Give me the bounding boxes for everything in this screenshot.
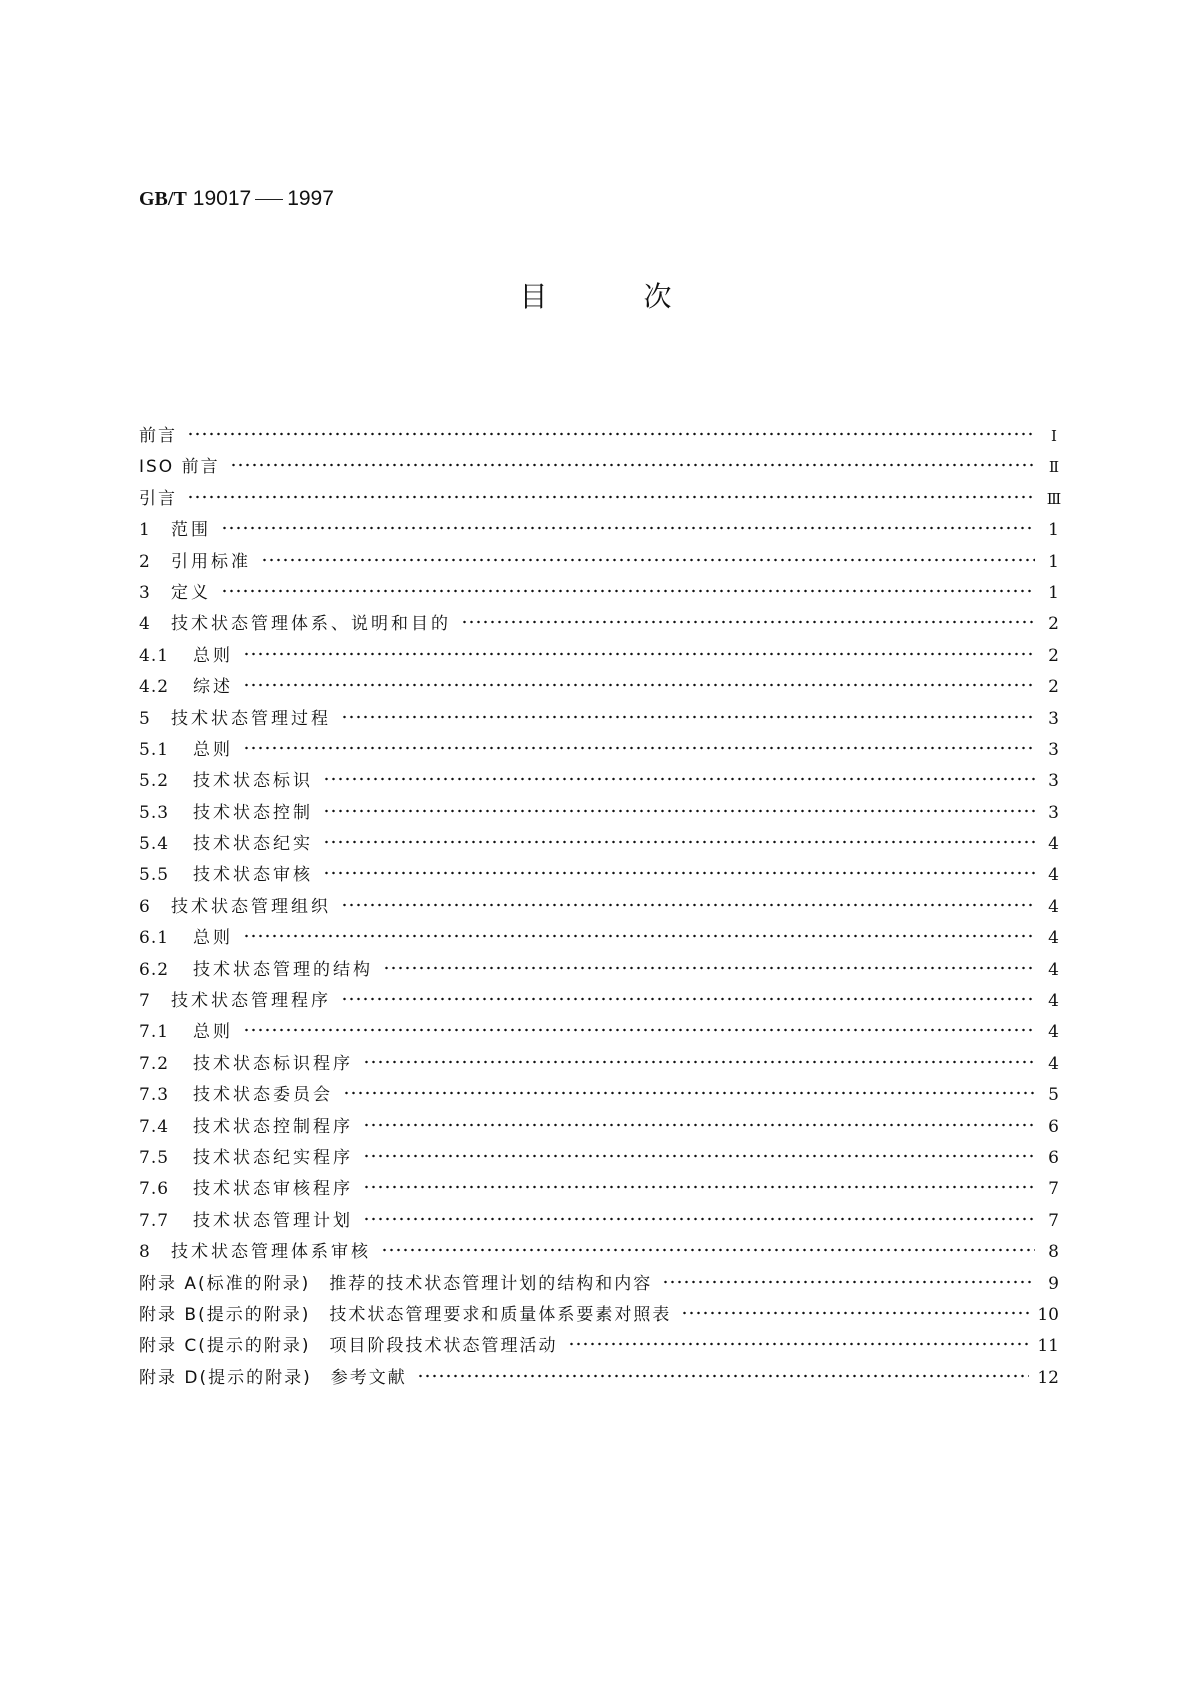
toc-entry[interactable] — [139, 1174, 1059, 1205]
dot-leader — [341, 903, 1035, 907]
toc-entry-label: 技术状态管理体系审核 — [171, 1242, 371, 1263]
toc-entry-number: 5.2 — [139, 771, 170, 792]
toc-entry-label: 技术状态管理体系、说明和目的 — [171, 614, 451, 635]
toc-entry-label: 技术状态审核程序 — [193, 1179, 353, 1200]
toc-entry-page: 3 — [1048, 771, 1059, 792]
dot-leader — [363, 1123, 1035, 1127]
dot-leader — [341, 715, 1035, 719]
toc-entry-page: 2 — [1048, 614, 1059, 635]
toc-entry-page: 1 — [1048, 582, 1059, 603]
toc-entry-page: 4 — [1048, 865, 1059, 886]
toc-entry-page: 1 — [1048, 551, 1059, 572]
toc-entry[interactable] — [139, 1331, 1059, 1362]
toc-entry[interactable] — [139, 484, 1062, 515]
toc-entry-number: 7.7 — [139, 1210, 170, 1231]
toc-entry-label: 技术状态管理的结构 — [193, 959, 373, 980]
dot-leader — [681, 1311, 1029, 1315]
toc-entry-page: 6 — [1048, 1116, 1059, 1137]
toc-entry-label: 引用标准 — [171, 551, 251, 572]
dot-leader — [363, 1185, 1035, 1189]
toc-entry-page: Ⅱ — [1048, 458, 1060, 477]
toc-entry-number: 6.2 — [139, 959, 170, 980]
toc-entry-page: 8 — [1048, 1242, 1059, 1263]
toc-entry-number: 2 — [139, 551, 151, 572]
toc-entry-page: 6 — [1048, 1147, 1059, 1168]
toc-entry-number: 7.6 — [139, 1179, 170, 1200]
standard-code-dash — [255, 199, 283, 200]
toc-entry[interactable] — [139, 547, 1059, 578]
standard-code-year: 1997 — [287, 187, 334, 210]
toc-entry-page: 3 — [1048, 739, 1059, 760]
toc-entry-number: 5.5 — [139, 865, 170, 886]
toc-entry[interactable] — [139, 1363, 1059, 1394]
dot-leader — [187, 495, 1035, 499]
toc-entry-number: 5.4 — [139, 834, 170, 855]
dot-leader — [568, 1342, 1030, 1346]
toc-entry-number: 7.4 — [139, 1116, 170, 1137]
toc-entry[interactable] — [139, 1049, 1059, 1080]
toc-entry-number: 6 — [139, 896, 151, 917]
toc-entry-label: 技术状态纪实程序 — [193, 1147, 353, 1168]
toc-entry-label: 附录 A(标准的附录) 推荐的技术状态管理计划的结构和内容 — [139, 1273, 653, 1294]
toc-entry-number: 3 — [139, 582, 151, 603]
dot-leader — [363, 1217, 1035, 1221]
toc-entry-page: Ⅲ — [1046, 489, 1062, 508]
standard-code — [139, 186, 334, 211]
dot-leader — [187, 432, 1035, 436]
toc-entry-number: 7.2 — [139, 1053, 170, 1074]
dot-leader — [323, 809, 1035, 813]
dot-leader — [323, 840, 1035, 844]
toc-entry-page: 11 — [1037, 1336, 1059, 1357]
toc-entry-label: 技术状态标识 — [193, 771, 313, 792]
toc-entry-number: 8 — [139, 1242, 151, 1263]
toc-entry-label: 引言 — [139, 488, 177, 509]
toc-entry-page: 4 — [1048, 1022, 1059, 1043]
table-of-contents — [139, 421, 1062, 1394]
toc-entry-number: 7.1 — [139, 1022, 170, 1043]
toc-entry-number: 4.2 — [139, 677, 170, 698]
toc-entry-page: 2 — [1048, 645, 1059, 666]
toc-entry[interactable] — [139, 1206, 1059, 1237]
page-title: 目次 — [519, 280, 768, 313]
toc-entry-page: 4 — [1048, 834, 1059, 855]
toc-entry-number: 7.3 — [139, 1085, 170, 1106]
toc-entry[interactable] — [139, 829, 1059, 860]
toc-entry-label: 技术状态标识程序 — [193, 1053, 353, 1074]
toc-entry-page: 3 — [1048, 802, 1059, 823]
toc-entry-label: 总则 — [193, 928, 233, 949]
toc-entry-label: 技术状态管理组织 — [171, 896, 331, 917]
toc-entry-number: 7.5 — [139, 1147, 170, 1168]
toc-entry-label: 总则 — [193, 645, 233, 666]
toc-entry-number: 5.1 — [139, 739, 170, 760]
toc-entry[interactable] — [139, 1143, 1059, 1174]
toc-entry-page: 10 — [1037, 1304, 1059, 1325]
toc-entry[interactable] — [139, 1300, 1059, 1331]
toc-entry-label: 技术状态纪实 — [193, 834, 313, 855]
toc-entry-page: 2 — [1048, 677, 1059, 698]
toc-entry-number: 4 — [139, 614, 151, 635]
dot-leader — [461, 620, 1035, 624]
toc-entry-page: 7 — [1048, 1210, 1059, 1231]
toc-entry-page: 3 — [1048, 708, 1059, 729]
toc-entry[interactable] — [139, 578, 1059, 609]
toc-entry[interactable] — [139, 421, 1059, 452]
dot-leader — [230, 463, 1035, 467]
toc-entry[interactable] — [139, 766, 1059, 797]
toc-entry-label: 范围 — [171, 520, 211, 541]
dot-leader — [243, 746, 1035, 750]
dot-leader — [363, 1060, 1035, 1064]
toc-entry-label: 技术状态管理程序 — [171, 991, 331, 1012]
toc-entry[interactable] — [139, 672, 1059, 703]
dot-leader — [243, 652, 1035, 656]
dot-leader — [243, 1028, 1035, 1032]
toc-entry-label: 附录 D(提示的附录) 参考文献 — [139, 1367, 407, 1388]
toc-entry-number: 6.1 — [139, 928, 170, 949]
dot-leader — [662, 1280, 1035, 1284]
toc-entry-number: 7 — [139, 991, 151, 1012]
toc-entry-page: 4 — [1048, 991, 1059, 1012]
toc-entry-label: 定义 — [171, 582, 211, 603]
toc-entry[interactable] — [139, 641, 1059, 672]
toc-entry-label: 前言 — [139, 426, 177, 446]
toc-entry-label: 技术状态管理计划 — [193, 1210, 353, 1231]
toc-entry-page: 9 — [1048, 1273, 1059, 1294]
toc-entry-label: 附录 B(提示的附录) 技术状态管理要求和质量体系要素对照表 — [139, 1304, 672, 1325]
toc-entry-page: 4 — [1048, 959, 1059, 980]
toc-entry[interactable] — [139, 452, 1059, 483]
toc-entry[interactable] — [139, 1112, 1059, 1143]
toc-entry-page: Ⅰ — [1051, 427, 1057, 445]
toc-entry[interactable] — [139, 986, 1059, 1017]
dot-leader — [221, 589, 1035, 593]
toc-entry-label: 技术状态审核 — [193, 865, 313, 886]
toc-entry-label: 技术状态控制 — [193, 802, 313, 823]
toc-entry-number: 1 — [139, 520, 151, 541]
toc-entry[interactable] — [139, 1080, 1059, 1111]
standard-code-number: 19017 — [192, 187, 252, 210]
toc-entry[interactable] — [139, 704, 1059, 735]
toc-entry-page: 12 — [1037, 1367, 1059, 1388]
toc-entry[interactable] — [139, 1269, 1059, 1300]
toc-entry[interactable] — [139, 955, 1059, 986]
toc-entry[interactable] — [139, 923, 1059, 954]
toc-entry-label: ISO 前言 — [139, 457, 220, 478]
dot-leader — [243, 934, 1035, 938]
toc-entry[interactable] — [139, 1237, 1059, 1268]
dot-leader — [417, 1374, 1030, 1378]
dot-leader — [243, 683, 1035, 687]
toc-entry[interactable] — [139, 860, 1059, 891]
toc-entry-label: 技术状态委员会 — [193, 1085, 333, 1106]
standard-code-prefix: GB/T — [139, 188, 187, 210]
toc-entry-number: 5.3 — [139, 802, 170, 823]
toc-entry-page: 4 — [1048, 896, 1059, 917]
toc-entry[interactable] — [139, 1017, 1059, 1048]
toc-entry-label: 总则 — [193, 739, 233, 760]
toc-entry-page: 1 — [1048, 520, 1059, 541]
toc-entry[interactable] — [139, 892, 1059, 923]
dot-leader — [343, 1091, 1035, 1095]
toc-entry-page: 5 — [1048, 1085, 1059, 1106]
toc-entry-page: 4 — [1048, 928, 1059, 949]
toc-entry[interactable] — [139, 609, 1059, 640]
dot-leader — [221, 526, 1035, 530]
toc-entry-page: 4 — [1048, 1053, 1059, 1074]
toc-entry-label: 技术状态管理过程 — [171, 708, 331, 729]
dot-leader — [381, 1248, 1035, 1252]
toc-entry-number: 4.1 — [139, 645, 170, 666]
dot-leader — [323, 777, 1035, 781]
dot-leader — [261, 558, 1035, 562]
dot-leader — [323, 871, 1035, 875]
dot-leader — [363, 1154, 1035, 1158]
toc-entry-label: 总则 — [193, 1022, 233, 1043]
dot-leader — [383, 966, 1035, 970]
toc-entry-page: 7 — [1048, 1179, 1059, 1200]
toc-entry-label: 附录 C(提示的附录) 项目阶段技术状态管理活动 — [139, 1336, 558, 1357]
toc-entry-label: 综述 — [193, 677, 233, 698]
toc-entry[interactable] — [139, 515, 1059, 546]
toc-entry-label: 技术状态控制程序 — [193, 1116, 353, 1137]
toc-entry[interactable] — [139, 735, 1059, 766]
toc-entry[interactable] — [139, 798, 1059, 829]
dot-leader — [341, 997, 1035, 1001]
toc-entry-number: 5 — [139, 708, 151, 729]
